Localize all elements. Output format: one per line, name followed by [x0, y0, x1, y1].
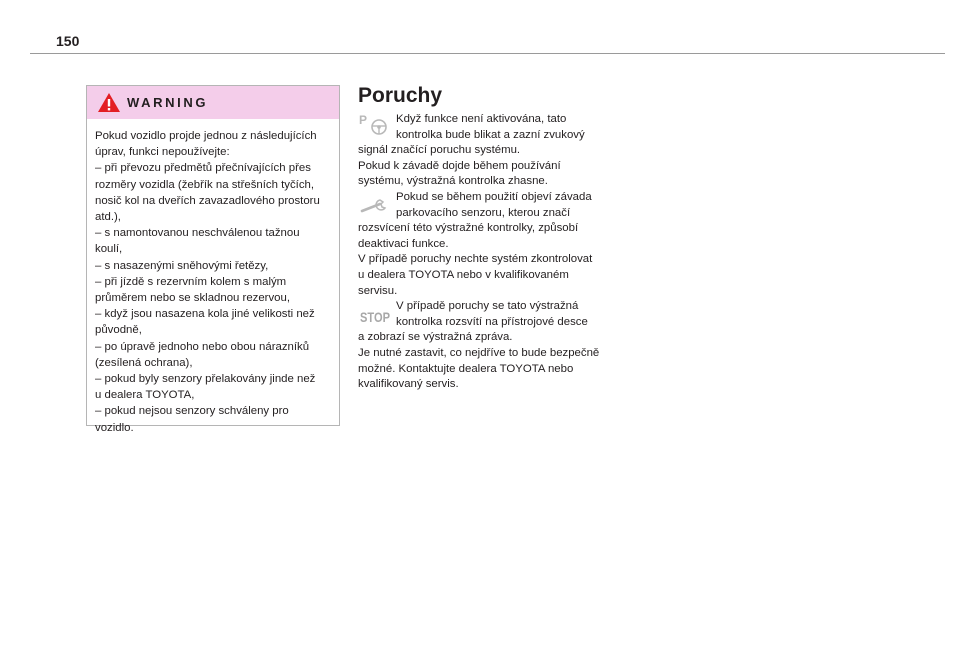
paragraph-line: V případě poruchy se tato výstražná: [396, 300, 579, 313]
paragraph-line: servisu.: [358, 284, 398, 297]
warning-line: úprav, funkci nepoužívejte:: [95, 146, 230, 159]
warning-line: koulí,: [95, 243, 123, 256]
warning-line: atd.),: [95, 211, 121, 224]
paragraph-sensor-fault: [358, 190, 628, 299]
warning-title: WARNING: [127, 95, 209, 110]
paragraph-stop-warning: [358, 299, 628, 393]
paragraph-line: kontrolka bude blikat a zazní zvukový: [396, 128, 585, 141]
paragraph-line: kontrolka rozsvítí na přístrojové desce: [396, 315, 588, 328]
paragraph-line: Pokud k závadě dojde během používání: [358, 159, 561, 172]
paragraph-line: signál značící poruchu systému.: [358, 144, 521, 157]
warning-box: [86, 85, 340, 434]
warning-line: u dealera TOYOTA,: [95, 389, 195, 402]
stop-label: STOP: [360, 309, 390, 326]
paragraph-line: možné. Kontaktujte dealera TOYOTA nebo: [358, 362, 574, 375]
warning-line: nosič kol na dveřích zavazadlového prostoru: [95, 194, 320, 207]
warning-line: – při jízdě s rezervním kolem s malým: [95, 275, 287, 288]
paragraph-line: Když funkce není aktivována, tato: [396, 113, 567, 125]
warning-triangle-icon: [97, 92, 121, 113]
warning-line: průměrem nebo se skladnou rezervou,: [95, 292, 291, 305]
paragraph-indicator-blinking: [358, 112, 628, 190]
warning-line: – při převozu předmětů přečnívajících přes: [95, 162, 311, 175]
paragraph-line: deaktivaci funkce.: [358, 237, 449, 250]
warning-line: – když jsou nasazena kola jiné velikosti než: [95, 308, 315, 321]
warning-header: [87, 86, 339, 119]
paragraph-line: u dealera TOYOTA nebo v kvalifikovaném: [358, 268, 569, 281]
warning-line: rozměry vozidla (žebřík na střešních tyčích,: [95, 178, 315, 191]
warning-line: – po úpravě jednoho nebo obou nárazníků: [95, 340, 310, 353]
warning-line: – pokud nejsou senzory schváleny pro: [95, 405, 289, 418]
svg-text:P: P: [359, 113, 368, 127]
stop-warning-icon: [358, 303, 394, 327]
wrench-icon: [358, 193, 394, 217]
warning-line: – s namontovanou neschválenou tažnou: [95, 227, 300, 240]
paragraph-line: V případě poruchy nechte systém zkontrolovat: [358, 253, 593, 266]
faults-section: [358, 82, 628, 393]
warning-line: Pokud vozidlo projde jednou z následujících: [95, 130, 317, 142]
paragraph-line: Pokud se během použití objeví závada: [396, 190, 592, 203]
header-divider: [30, 53, 945, 54]
paragraph-line: a zobrazí se výstražná zpráva.: [358, 331, 513, 344]
page-number: 150: [56, 33, 80, 49]
paragraph-line: rozsvícení této výstražné kontrolky, způsobí: [358, 222, 579, 235]
paragraph-line: kvalifikovaný servis.: [358, 378, 459, 391]
warning-line: vozidlo.: [95, 421, 134, 434]
warning-line: (zesílená ochrana),: [95, 356, 193, 369]
paragraph-line: Je nutné zastavit, co nejdříve to bude bezpečně: [358, 346, 600, 359]
warning-line: – pokud byly senzory přelakovány jinde než: [95, 373, 316, 386]
park-assist-steering-icon: [358, 112, 394, 136]
warning-body: [87, 119, 339, 436]
paragraph-line: systému, výstražná kontrolka zhasne.: [358, 175, 548, 188]
warning-line: – s nasazenými sněhovými řetězy,: [95, 259, 269, 272]
warning-line: původně,: [95, 324, 142, 337]
section-title: Poruchy: [358, 84, 443, 107]
paragraph-line: parkovacího senzoru, kterou značí: [396, 206, 571, 219]
